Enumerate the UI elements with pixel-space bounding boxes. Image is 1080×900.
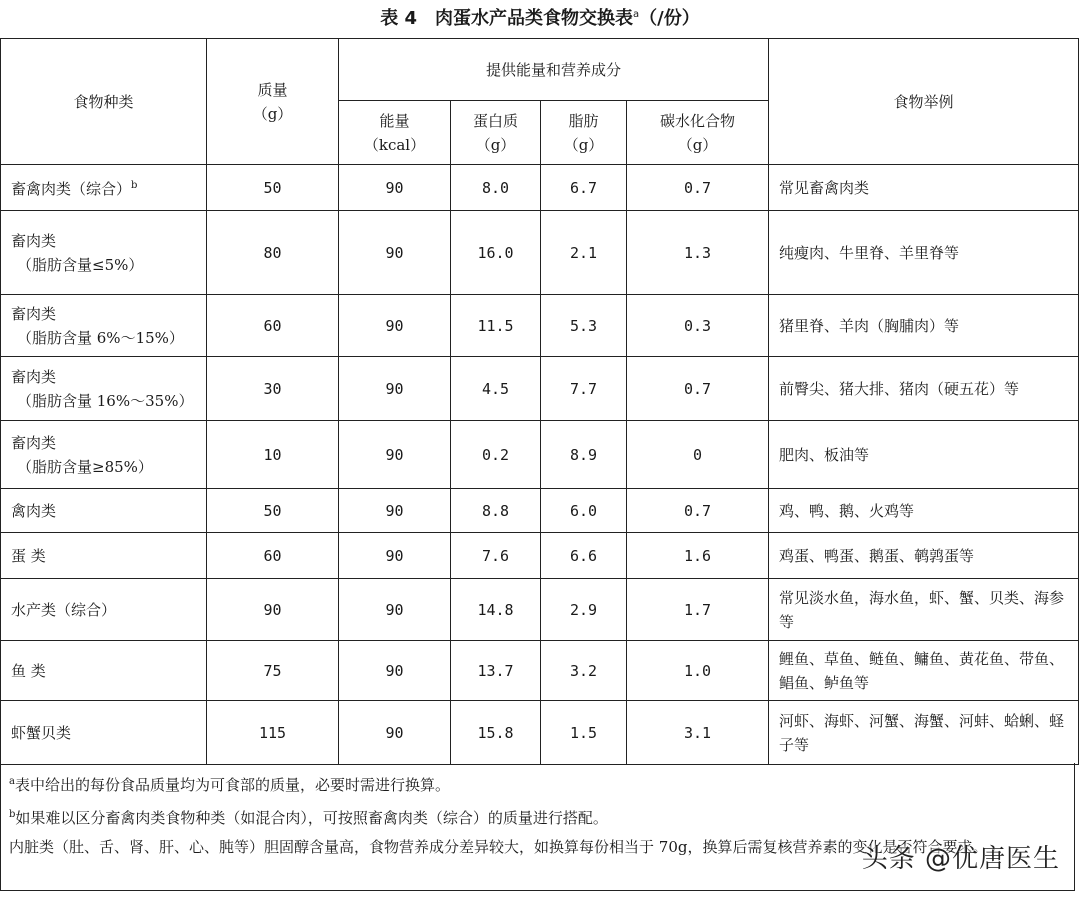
food-name: 虾蟹贝类: [1, 701, 207, 765]
food-name-text: 畜肉类: [11, 433, 57, 452]
header-energy-unit: （kcal）: [363, 135, 426, 154]
protein-cell: 14.8: [451, 579, 541, 641]
fat-cell: 6.6: [541, 533, 627, 579]
energy-cell: 90: [339, 295, 451, 357]
header-carb-label: 碳水化合物: [660, 111, 736, 130]
header-examples: 食物举例: [769, 39, 1079, 165]
header-protein: [451, 101, 541, 165]
energy-cell: 90: [339, 211, 451, 295]
table-row: [1, 579, 1079, 641]
food-name-detail: （脂肪含量≥85%）: [17, 457, 153, 476]
mass-cell: 75: [207, 641, 339, 701]
protein-cell: 8.0: [451, 165, 541, 211]
header-protein-label: 蛋白质: [472, 111, 518, 130]
header-mass-unit: （g）: [252, 104, 293, 123]
carb-cell: 1.3: [627, 211, 769, 295]
examples-cell: 肥肉、板油等: [769, 421, 1079, 489]
protein-cell: 15.8: [451, 701, 541, 765]
note-b: [9, 800, 1066, 833]
examples-cell: 常见淡水鱼，海水鱼，虾、蟹、贝类、海参等: [769, 579, 1079, 641]
header-energy-label: 能量: [379, 111, 410, 130]
carb-cell: 3.1: [627, 701, 769, 765]
energy-cell: 90: [339, 489, 451, 533]
header-carb: [627, 101, 769, 165]
protein-cell: 16.0: [451, 211, 541, 295]
title-suffix: （/份）: [639, 8, 700, 29]
fat-cell: 2.9: [541, 579, 627, 641]
header-food-type: 食物种类: [1, 39, 207, 165]
header-row-1: [1, 39, 1079, 101]
header-mass-label: 质量: [257, 80, 288, 99]
food-name: [1, 211, 207, 295]
food-name-detail: （脂肪含量≤5%）: [17, 255, 144, 274]
food-name: 水产类（综合）: [1, 579, 207, 641]
mass-cell: 10: [207, 421, 339, 489]
protein-cell: 11.5: [451, 295, 541, 357]
food-name-sup: b: [131, 180, 138, 191]
note-b-text: 如果难以区分畜禽肉类食物种类（如混合肉），可按照畜禽肉类（综合）的质量进行搭配。: [15, 809, 608, 827]
header-energy: [339, 101, 451, 165]
carb-cell: 1.0: [627, 641, 769, 701]
title-superscript: a: [633, 9, 640, 20]
carb-cell: 0.7: [627, 357, 769, 421]
note-c: 内脏类（肚、舌、肾、肝、心、肫等）胆固醇含量高，食物营养成分差异较大，如换算每份相当于 70g，换算后需复核营养素的变化是否符合要求。: [9, 838, 988, 856]
note-a: [9, 767, 1066, 800]
carb-cell: 1.6: [627, 533, 769, 579]
food-name: 蛋 类: [1, 533, 207, 579]
fat-cell: 2.1: [541, 211, 627, 295]
table-row: [1, 211, 1079, 295]
mass-cell: 50: [207, 489, 339, 533]
food-name: 鱼 类: [1, 641, 207, 701]
food-name-text: 畜禽肉类（综合）: [11, 180, 132, 198]
energy-cell: 90: [339, 701, 451, 765]
mass-cell: 80: [207, 211, 339, 295]
food-name: [1, 357, 207, 421]
protein-cell: 8.8: [451, 489, 541, 533]
table-row: [1, 357, 1079, 421]
note-a-text: 表中给出的每份食品质量均为可食部的质量，必要时需进行换算。: [14, 776, 450, 794]
carb-cell: 0: [627, 421, 769, 489]
mass-cell: 30: [207, 357, 339, 421]
table-row: [1, 489, 1079, 533]
energy-cell: 90: [339, 421, 451, 489]
header-mass: [207, 39, 339, 165]
carb-cell: 0.7: [627, 165, 769, 211]
examples-cell: 鸡、鸭、鹅、火鸡等: [769, 489, 1079, 533]
title-text: 表 4 肉蛋水产品类食物交换表: [380, 8, 634, 29]
food-name: [1, 165, 207, 211]
energy-cell: 90: [339, 533, 451, 579]
food-name: 禽肉类: [1, 489, 207, 533]
mass-cell: 50: [207, 165, 339, 211]
protein-cell: 0.2: [451, 421, 541, 489]
examples-cell: 前臀尖、猪大排、猪肉（硬五花）等: [769, 357, 1079, 421]
watermark: 头条 @优唐医生: [861, 844, 1060, 874]
header-fat-label: 脂肪: [568, 111, 599, 130]
food-name: [1, 295, 207, 357]
protein-cell: 7.6: [451, 533, 541, 579]
mass-cell: 60: [207, 295, 339, 357]
examples-cell: 鲤鱼、草鱼、鲢鱼、鳙鱼、黄花鱼、带鱼、鲳鱼、鲈鱼等: [769, 641, 1079, 701]
header-protein-unit: （g）: [475, 135, 516, 154]
food-name-detail: （脂肪含量 6%～15%）: [17, 328, 184, 347]
table-row: [1, 533, 1079, 579]
mass-cell: 90: [207, 579, 339, 641]
energy-cell: 90: [339, 165, 451, 211]
fat-cell: 6.0: [541, 489, 627, 533]
header-nutrition-group: 提供能量和营养成分: [339, 39, 769, 101]
header-carb-unit: （g）: [677, 135, 718, 154]
fat-cell: 7.7: [541, 357, 627, 421]
energy-cell: 90: [339, 641, 451, 701]
protein-cell: 13.7: [451, 641, 541, 701]
examples-cell: 纯瘦肉、牛里脊、羊里脊等: [769, 211, 1079, 295]
table-row: [1, 641, 1079, 701]
food-name-text: 畜肉类: [11, 231, 57, 250]
mass-cell: 60: [207, 533, 339, 579]
note-b-mark: b: [9, 809, 16, 820]
table-row: [1, 701, 1079, 765]
examples-cell: 猪里脊、羊肉（胸脯肉）等: [769, 295, 1079, 357]
carb-cell: 0.3: [627, 295, 769, 357]
header-fat-unit: （g）: [563, 135, 604, 154]
mass-cell: 115: [207, 701, 339, 765]
examples-cell: 河虾、海虾、河蟹、海蟹、河蚌、蛤蜊、蛏子等: [769, 701, 1079, 765]
fat-cell: 3.2: [541, 641, 627, 701]
protein-cell: 4.5: [451, 357, 541, 421]
carb-cell: 1.7: [627, 579, 769, 641]
food-exchange-table: [0, 38, 1079, 765]
energy-cell: 90: [339, 579, 451, 641]
note-a-mark: a: [9, 776, 15, 787]
table-row: [1, 295, 1079, 357]
examples-cell: 鸡蛋、鸭蛋、鹅蛋、鹌鹑蛋等: [769, 533, 1079, 579]
carb-cell: 0.7: [627, 489, 769, 533]
fat-cell: 1.5: [541, 701, 627, 765]
food-name: [1, 421, 207, 489]
fat-cell: 5.3: [541, 295, 627, 357]
energy-cell: 90: [339, 357, 451, 421]
table-row: [1, 421, 1079, 489]
examples-cell: 常见畜禽肉类: [769, 165, 1079, 211]
fat-cell: 8.9: [541, 421, 627, 489]
header-fat: [541, 101, 627, 165]
food-name-text: 畜肉类: [11, 367, 57, 386]
table-row: [1, 165, 1079, 211]
page-title: [0, 0, 1080, 32]
food-name-text: 畜肉类: [11, 304, 57, 323]
fat-cell: 6.7: [541, 165, 627, 211]
food-name-detail: （脂肪含量 16%～35%）: [17, 391, 194, 410]
